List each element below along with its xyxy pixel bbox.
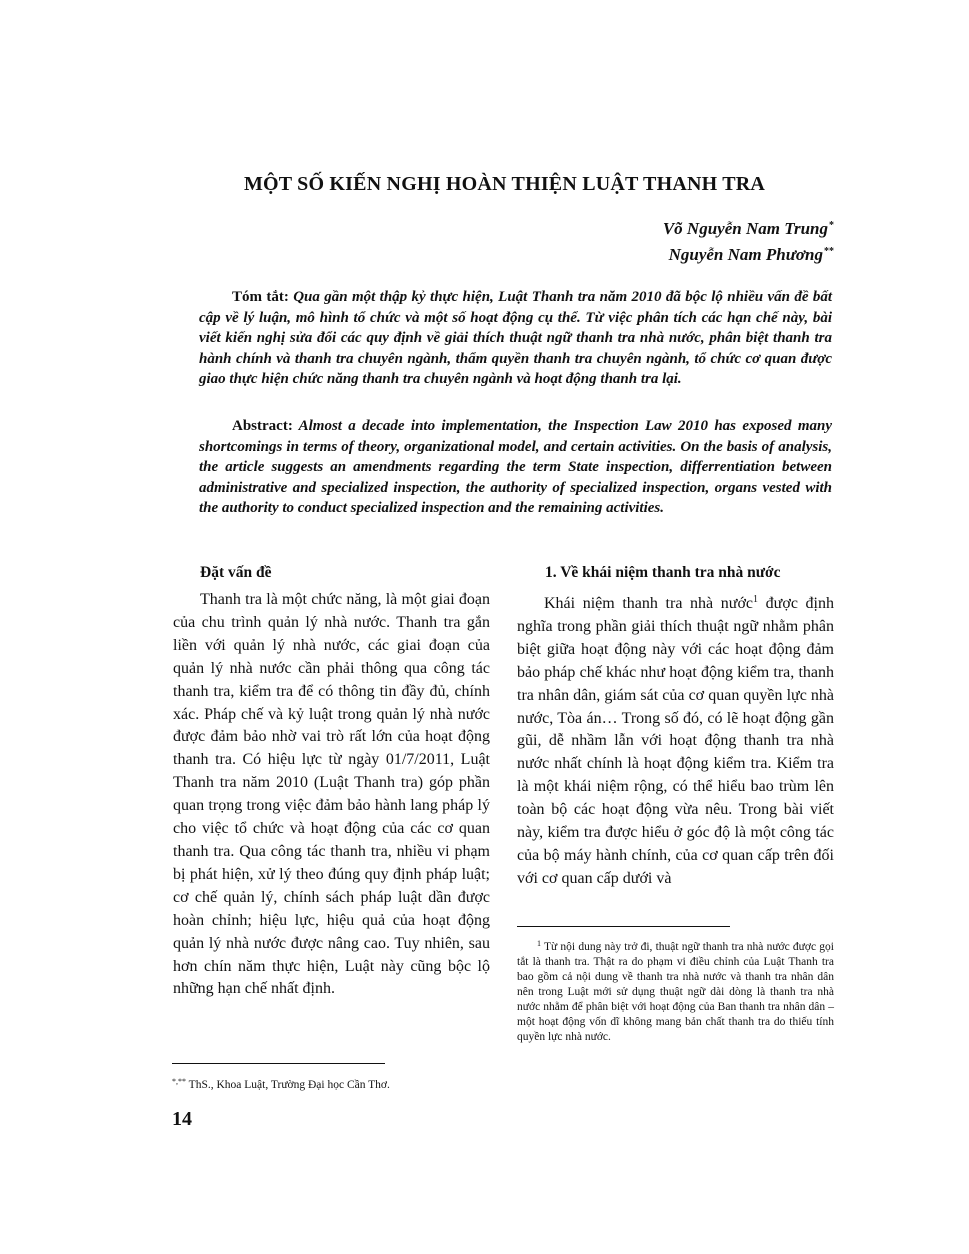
section-heading-introduction: Đặt vấn đề	[200, 564, 272, 581]
abstract-en-text: Almost a decade into implementation, the Inspection Law 2010 has exposed many shortcomings in terms of theory, organizational model, and certain activities. On the basis of analysis, the article suggests an amendments regarding the term State inspection, differrentiation between administrative and specialized inspection, the authority of specialized inspection, organs vested with the authority to conduct specialized inspection and the remaining activities.	[199, 418, 832, 516]
section-heading-1: 1. Về khái niệm thanh tra nhà nước	[545, 564, 781, 581]
abstract-en-lead: Abstract:	[232, 418, 293, 434]
author-1	[663, 219, 834, 239]
abstract-vietnamese	[199, 287, 832, 390]
abstract-vi-text: Qua gần một thập kỷ thực hiện, Luật Thanh tra năm 2010 đã bộc lộ nhiều vấn đề bất cập về lý luận, mô hình tổ chức và một số hoạt động cụ thể. Từ việc phân tích các hạn chế này, bài viết kiến nghị sửa đổi các quy định về giải thích thuật ngữ thanh tra nhà nước, phân biệt thanh tra hành chính và thanh tra chuyên ngành, thẩm quyền thanh tra chuyên ngành, tổ chức cơ quan được giao thực hiện chức năng thanh tra chuyên ngành và hoạt động thanh tra lại.	[199, 289, 832, 387]
footnote-divider-left	[172, 1063, 385, 1064]
author-2-name: Nguyễn Nam Phương	[668, 245, 823, 264]
paper-title: MỘT SỐ KIẾN NGHỊ HOÀN THIỆN LUẬT THANH TRA	[243, 173, 766, 195]
section-1-text-rest: được định nghĩa trong phần giải thích thuật ngữ nhằm phân biệt giữa hoạt động này với các hoạt động đảm bảo pháp chế khác như hoạt động kiểm tra, thanh tra nhân dân, giám sát của cơ quan quyền lực nhà nước, Tòa án… Trong số đó, có lẽ hoạt động gần gũi, dễ nhầm lẫn với hoạt động thanh tra nhà nước nhất chính là hoạt động kiểm tra. Kiểm tra là một khái niệm rộng, có thể hiểu bao trùm lên toàn bộ các hoạt động vừa nêu. Trong bài viết này, kiểm tra được hiểu ở góc độ là một công tác của bộ máy hành chính, của cơ quan cấp trên đối với cơ quan cấp dưới và	[517, 595, 834, 887]
footnote-1-mark: 1	[537, 939, 541, 948]
section-1-text-start: Khái niệm thanh tra nhà nước	[544, 595, 754, 612]
footnote-1-text: Từ nội dung này trở đi, thuật ngữ thanh tra nhà nước được gọi tắt là thanh tra. Thật ra do phạm vi điều chỉnh của Luật Thanh tra bao gồm cả nội dung về thanh tra nhà nước và thanh tra nhân dân nên trong Luật mới sử dụng thuật ngữ dài dòng là thanh tra nhà nước nhằm để phân biệt với hoạt động của Ban thanh tra nhân dân – một hoạt động vốn dĩ không mang bản chất thanh tra do thiếu tính quyền lực nhà nước.	[517, 941, 834, 1043]
footnote-1	[517, 936, 834, 1045]
author-affiliation-footnote	[172, 1074, 492, 1093]
section-1-paragraph	[517, 589, 834, 891]
page-number: 14	[172, 1108, 192, 1130]
author-1-name: Võ Nguyễn Nam Trung	[662, 219, 828, 238]
abstract-vi-lead: Tóm tắt:	[232, 289, 289, 305]
footnote-divider-right	[517, 926, 730, 927]
author-2-mark: **	[824, 246, 834, 257]
footnote-ref-1[interactable]: 1	[753, 594, 759, 605]
abstract-english	[199, 416, 832, 519]
affiliation-text: ThS., Khoa Luật, Trường Đại học Cần Thơ.	[186, 1079, 390, 1091]
author-2	[669, 245, 834, 265]
intro-paragraph: Thanh tra là một chức năng, là một giai đoạn của chu trình quản lý nhà nước. Thanh tra gắn liền với quản lý nhà nước, các giai đoạn của quản lý nhà nước cần phải thông qua công tác thanh tra, kiểm tra để có thông tin đầy đủ, chính xác. Pháp chế và kỷ luật trong quản lý nhà nước được đảm bảo nhờ vai trò rất lớn của hoạt động thanh tra. Có hiệu lực từ ngày 01/7/2011, Luật Thanh tra năm 2010 (Luật Thanh tra) góp phần quan trọng trong việc đảm bảo hành lang pháp lý cho việc tổ chức và hoạt động của các cơ quan thanh tra. Qua công tác thanh tra, nhiều vi phạm bị phát hiện, xử lý theo đúng quy định pháp luật; cơ chế quản lý, chính sách pháp luật dần được hoàn chỉnh; hiệu lực, hiệu quả của hoạt động quản lý nhà nước được nâng cao. Tuy nhiên, sau hơn chín năm thực hiện, Luật này cũng bộc lộ những hạn chế nhất định.	[173, 591, 490, 998]
affiliation-mark: *,**	[172, 1077, 186, 1086]
author-1-mark: *	[829, 220, 834, 231]
